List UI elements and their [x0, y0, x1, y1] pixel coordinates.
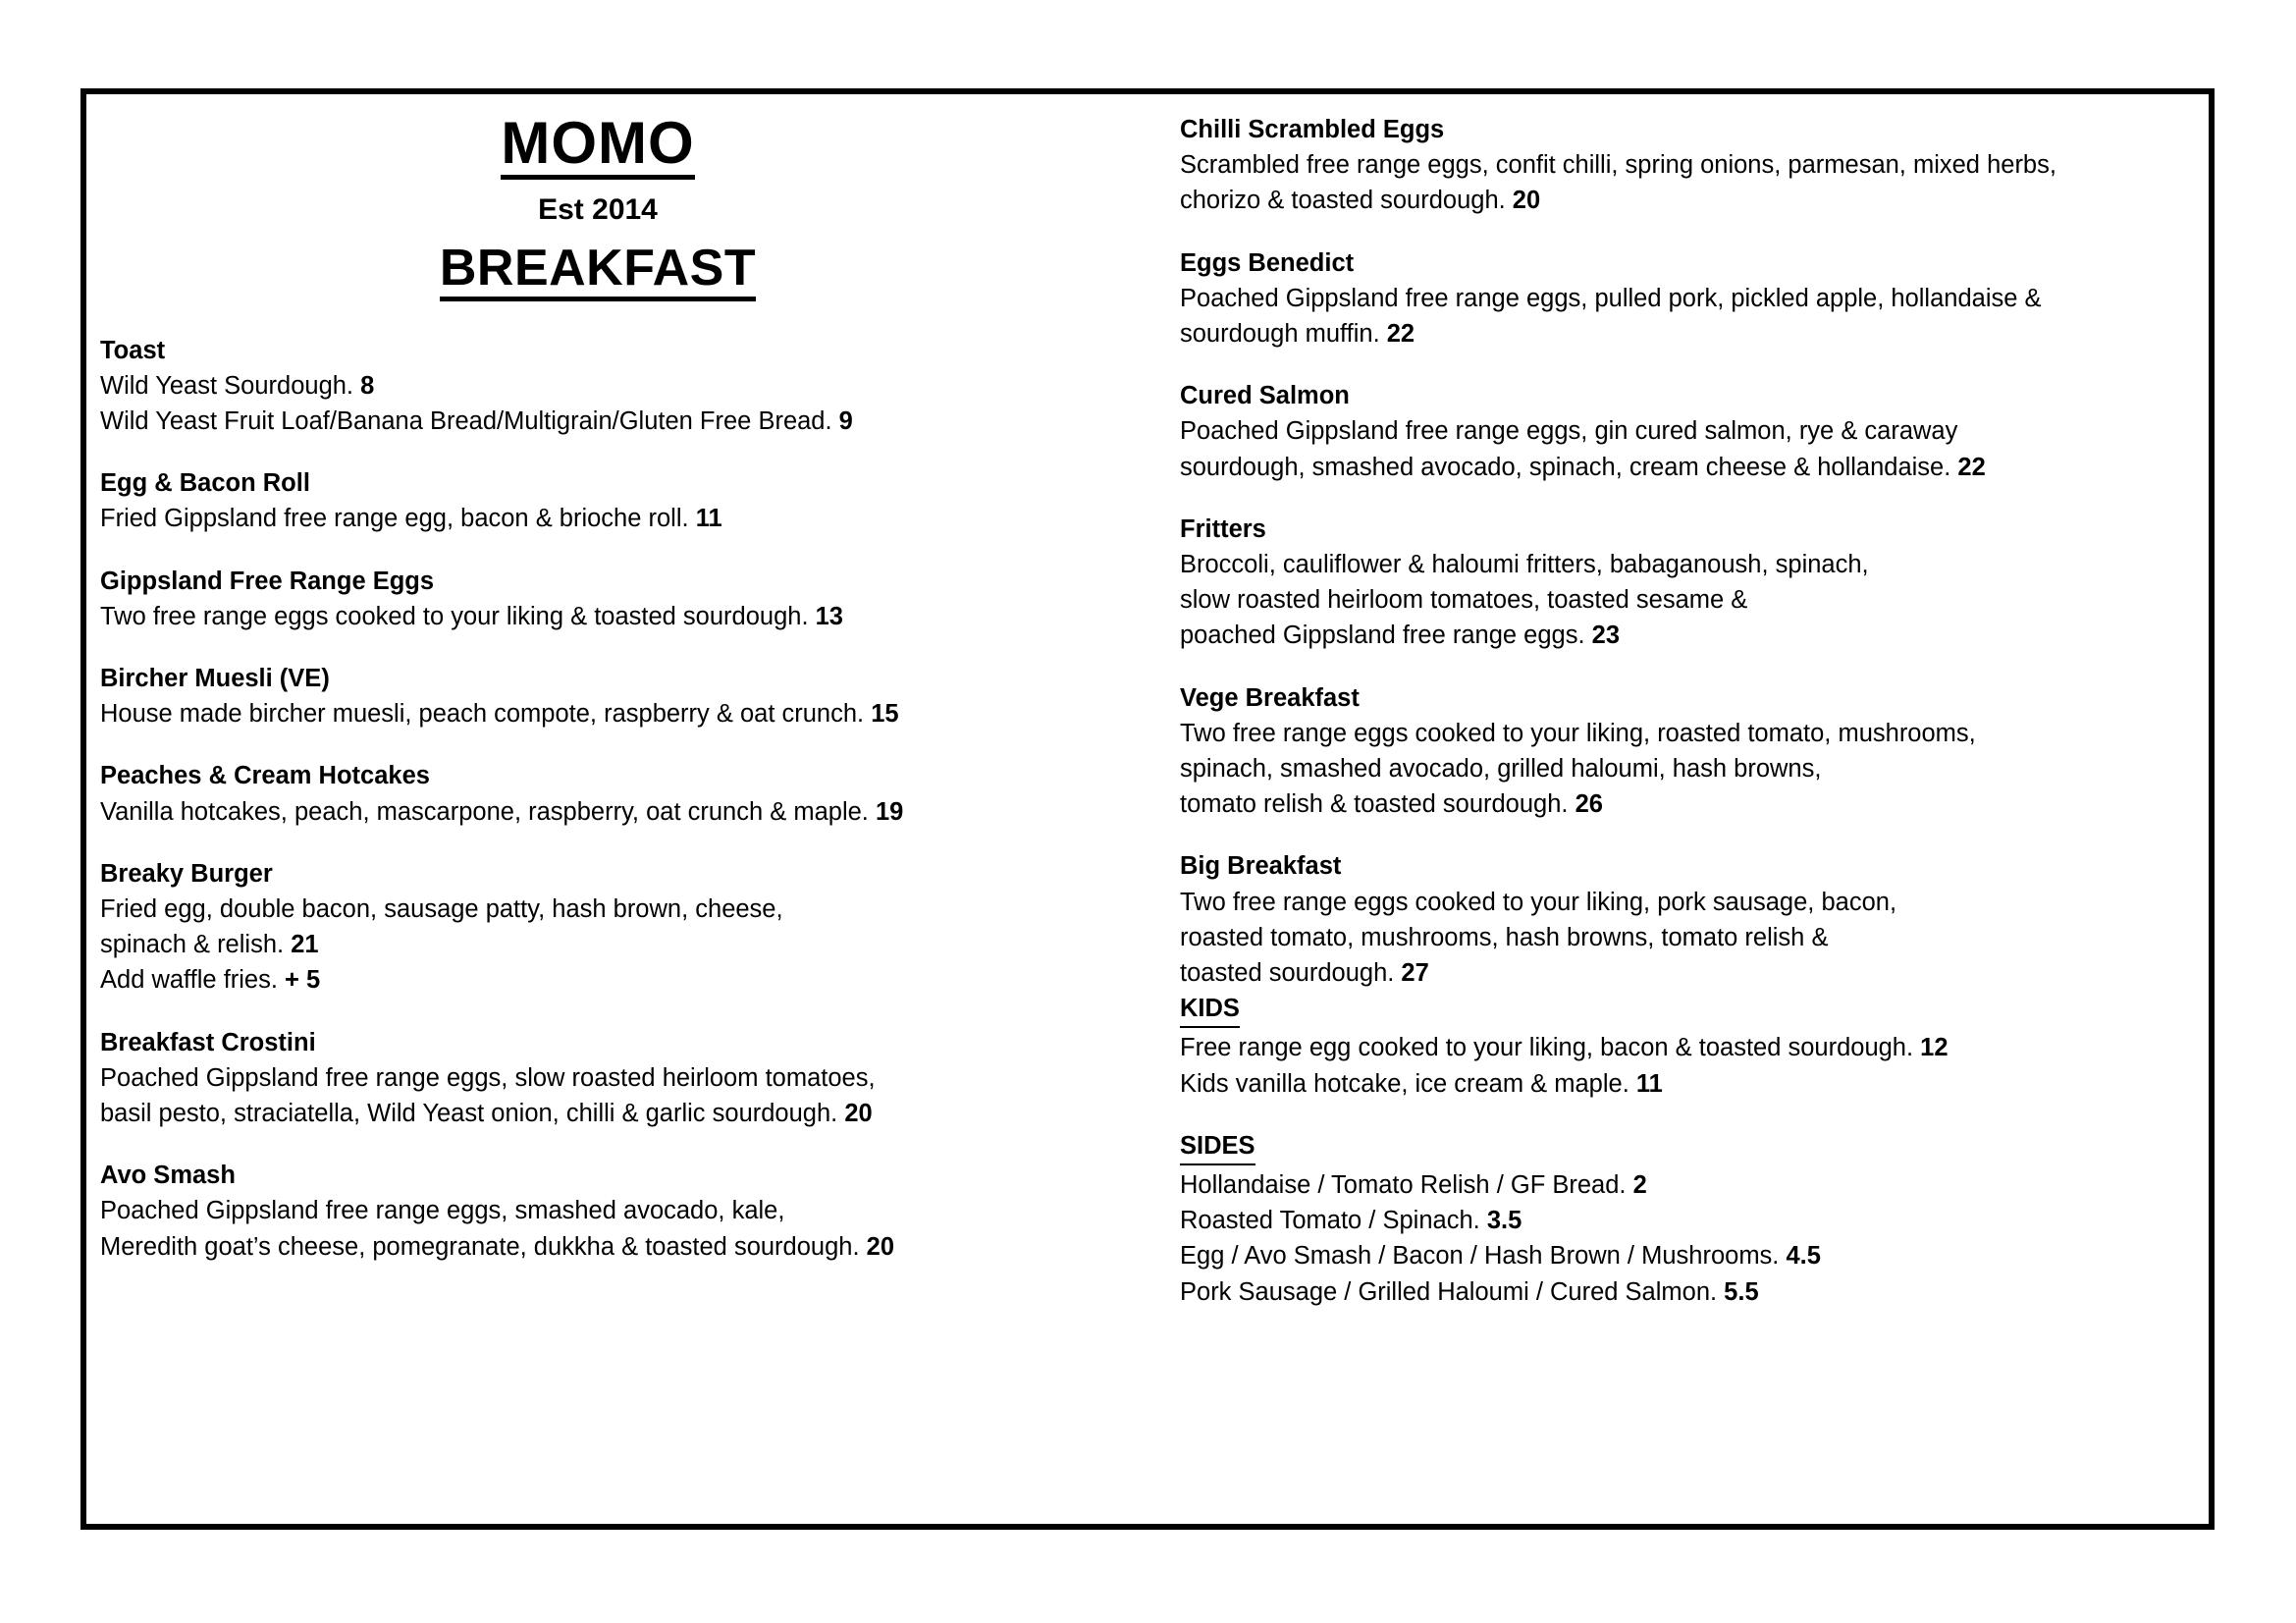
- menu-group-lines: [1180, 1167, 2209, 1310]
- menu-item: [100, 564, 1164, 634]
- menu-item-description-line: House made bircher muesli, peach compote, raspberry & oat crunch. 15: [100, 700, 899, 729]
- menu-item-name: Bircher Muesli (VE): [100, 665, 330, 693]
- menu-item-description-line: tomato relish & toasted sourdough. 26: [1180, 790, 1603, 819]
- menu-item-description-line: Meredith goat’s cheese, pomegranate, dukkha & toasted sourdough. 20: [100, 1232, 895, 1261]
- menu-item-description-line: Poached Gippsland free range eggs, gin cured salmon, rye & caraway: [1180, 417, 1958, 446]
- menu-item-name: Fritters: [1180, 514, 1266, 543]
- menu-item-name: Eggs Benedict: [1180, 248, 1355, 277]
- menu-item-price: 8: [360, 371, 375, 400]
- menu-masthead: [100, 112, 1164, 301]
- menu-item: [100, 758, 1164, 829]
- menu-body: [86, 94, 2209, 1524]
- brand-established: Est 2014: [538, 193, 658, 226]
- menu-group: [1180, 1128, 2209, 1310]
- menu-item-description-line: Two free range eggs cooked to your liking & toasted sourdough. 13: [100, 602, 843, 630]
- menu-item-description-line: roasted tomato, mushrooms, hash browns, tomato relish &: [1180, 923, 1829, 951]
- menu-left-column: [86, 94, 1164, 1524]
- menu-item: [100, 1158, 1164, 1265]
- menu-item: [1180, 112, 2209, 219]
- menu-item-name: Peaches & Cream Hotcakes: [100, 762, 430, 790]
- menu-item: [100, 465, 1164, 536]
- menu-item-price: 21: [291, 931, 319, 959]
- menu-item: [1180, 512, 2209, 654]
- menu-item-price: 12: [1920, 1034, 1949, 1062]
- menu-item-price: 26: [1575, 790, 1603, 819]
- menu-group-heading: KIDS: [1180, 991, 1240, 1028]
- menu-item-description-line: Two free range eggs cooked to your liking, pork sausage, bacon,: [1180, 888, 1897, 916]
- menu-item-description-line: spinach & relish. 21: [100, 931, 319, 959]
- menu-item-description-line: Poached Gippsland free range eggs, slow roasted heirloom tomatoes,: [100, 1063, 876, 1092]
- menu-item-price: 11: [695, 505, 722, 533]
- menu-item-price: + 5: [285, 966, 321, 995]
- menu-group: [1180, 991, 2209, 1102]
- menu-item-description-line: slow roasted heirloom tomatoes, toasted sesame &: [1180, 586, 1748, 615]
- menu-item-name: Breakfast Crostini: [100, 1028, 316, 1056]
- menu-item-description-line: Poached Gippsland free range eggs, smashed avocado, kale,: [100, 1197, 785, 1225]
- menu-item-description-line: Fried Gippsland free range egg, bacon & brioche roll. 11: [100, 505, 722, 533]
- menu-item-description-line: Pork Sausage / Grilled Haloumi / Cured Salmon. 5.5: [1180, 1277, 1759, 1306]
- menu-item: [1180, 848, 2209, 991]
- menu-item-price: 5.5: [1724, 1277, 1759, 1306]
- menu-item-description-line: sourdough, smashed avocado, spinach, cream cheese & hollandaise. 22: [1180, 453, 1986, 481]
- menu-item-description-line: Vanilla hotcakes, peach, mascarpone, raspberry, oat crunch & maple. 19: [100, 797, 904, 826]
- menu-item-name: Chilli Scrambled Eggs: [1180, 116, 1445, 143]
- menu-group-heading: SIDES: [1180, 1128, 1255, 1165]
- menu-item-description-line: toasted sourdough. 27: [1180, 959, 1429, 988]
- menu-item-name: Avo Smash: [100, 1162, 236, 1190]
- menu-item-description-line: Broccoli, cauliflower & haloumi fritters, babaganoush, spinach,: [1180, 551, 1869, 579]
- menu-item-price: 4.5: [1786, 1242, 1821, 1271]
- menu-item-name: Cured Salmon: [1180, 382, 1350, 410]
- menu-item-description-line: spinach, smashed avocado, grilled haloumi, hash browns,: [1180, 755, 1822, 784]
- menu-item-price: 9: [838, 407, 853, 435]
- menu-item-description-line: sourdough muffin. 22: [1180, 320, 1415, 349]
- menu-item-description-line: Roasted Tomato / Spinach. 3.5: [1180, 1207, 1522, 1235]
- menu-group-lines: [1180, 1030, 2209, 1101]
- menu-item-price: 3.5: [1486, 1207, 1522, 1235]
- menu-item-price: 19: [875, 797, 904, 826]
- menu-item-description-line: Kids vanilla hotcake, ice cream & maple. 11: [1180, 1069, 1663, 1098]
- menu-page-border: [80, 88, 2215, 1530]
- menu-item-description-line: Egg / Avo Smash / Bacon / Hash Brown / Mushrooms. 4.5: [1180, 1242, 1821, 1271]
- menu-item-name: Toast: [100, 336, 166, 364]
- menu-item-description-line: Wild Yeast Sourdough. 8: [100, 371, 375, 400]
- menu-item-price: 20: [844, 1100, 873, 1128]
- menu-item-price: 11: [1635, 1069, 1663, 1098]
- menu-item: [100, 333, 1164, 440]
- menu-item-description-line: poached Gippsland free range eggs. 23: [1180, 622, 1621, 650]
- menu-item-description-line: Fried egg, double bacon, sausage patty, hash brown, cheese,: [100, 895, 783, 924]
- menu-item-price: 23: [1591, 622, 1621, 650]
- menu-right-column: [1164, 94, 2209, 1524]
- menu-item-price: 22: [1386, 320, 1415, 349]
- menu-item-description-line: basil pesto, straciatella, Wild Yeast onion, chilli & garlic sourdough. 20: [100, 1100, 873, 1128]
- menu-item-name: Vege Breakfast: [1180, 683, 1360, 712]
- menu-item-description-line: Scrambled free range eggs, confit chilli, spring onions, parmesan, mixed herbs,: [1180, 151, 2056, 180]
- menu-item-name: Egg & Bacon Roll: [100, 469, 310, 498]
- menu-item-price: 22: [1957, 453, 1986, 481]
- menu-item: [1180, 680, 2209, 823]
- brand-name: MOMO: [501, 112, 694, 180]
- menu-item-description-line: Two free range eggs cooked to your liking, roasted tomato, mushrooms,: [1180, 719, 1976, 747]
- menu-item-name: Gippsland Free Range Eggs: [100, 567, 435, 595]
- left-menu-item-list: [100, 333, 1164, 1265]
- menu-item-price: 13: [815, 602, 843, 630]
- menu-item-description-line: chorizo & toasted sourdough. 20: [1180, 187, 1541, 215]
- menu-item-description-line: Wild Yeast Fruit Loaf/Banana Bread/Multigrain/Gluten Free Bread. 9: [100, 407, 853, 435]
- menu-item-price: 15: [871, 700, 899, 729]
- menu-item-name: Breaky Burger: [100, 859, 273, 888]
- menu-item-description-line: Hollandaise / Tomato Relish / GF Bread. 2: [1180, 1171, 1647, 1200]
- menu-item-name: Big Breakfast: [1180, 852, 1342, 881]
- menu-item-price: 20: [866, 1232, 895, 1261]
- menu-item-price: 2: [1632, 1171, 1647, 1200]
- menu-item-description-line: Free range egg cooked to your liking, bacon & toasted sourdough. 12: [1180, 1034, 1949, 1062]
- menu-item: [100, 856, 1164, 999]
- right-menu-item-list: [1180, 112, 2209, 991]
- menu-group-list: [1180, 991, 2209, 1310]
- menu-item: [1180, 245, 2209, 352]
- menu-item-description-line: Add waffle fries. + 5: [100, 966, 321, 995]
- menu-item-price: 27: [1401, 959, 1429, 988]
- menu-item: [1180, 378, 2209, 485]
- menu-item: [100, 1025, 1164, 1132]
- menu-item-price: 20: [1512, 187, 1541, 215]
- menu-item-description-line: Poached Gippsland free range eggs, pulled pork, pickled apple, hollandaise &: [1180, 284, 2042, 312]
- menu-item: [100, 661, 1164, 731]
- menu-section-title: BREAKFAST: [440, 242, 756, 301]
